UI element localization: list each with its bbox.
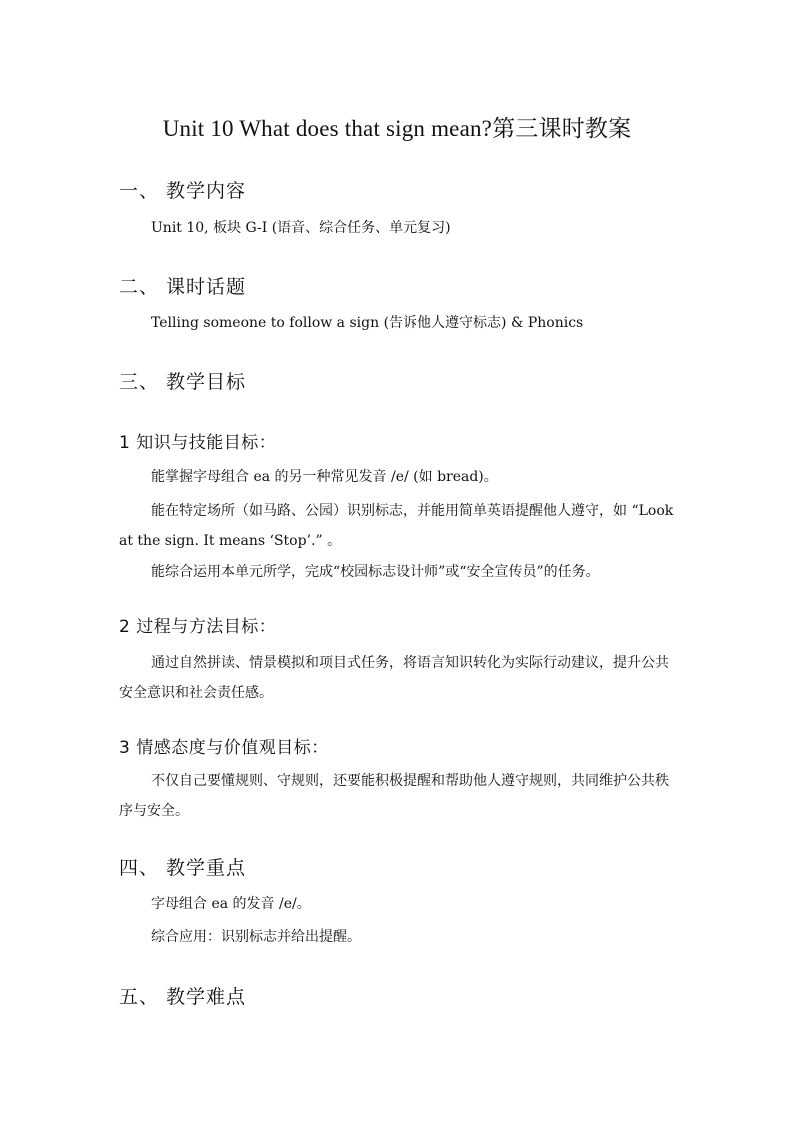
objective-heading-process: 2 过程与方法目标： <box>119 617 277 637</box>
objective-heading-knowledge: 1 知识与技能目标： <box>119 433 277 453</box>
document-title: Unit 10 What does that sign mean?第三课时教案 <box>162 116 632 141</box>
section-heading-topic: 二、 课时话题 <box>119 276 247 298</box>
section-text-content: Unit 10, 板块 G-I (语音、综合任务、单元复习) <box>151 220 451 236</box>
objective-line: 能综合运用本单元所学，完成“校园标志设计师”或“安全宣传员”的任务。 <box>151 564 600 580</box>
section-heading-content: 一、 教学内容 <box>119 180 247 202</box>
objective-line: 能掌握字母组合 ea 的另一种常见发音 /e/ (如 bread)。 <box>151 469 498 485</box>
key-point-line: 综合应用：识别标志并给出提醒。 <box>151 929 361 945</box>
objective-line: 不仅自己要懂规则、守规则，还要能积极提醒和帮助他人遵守规则，共同维护公共秩序与安全。 <box>119 773 669 819</box>
section-heading-difficulties: 五、 教学难点 <box>119 986 247 1008</box>
section-heading-objectives: 三、 教学目标 <box>119 371 247 393</box>
objective-line: 能在特定场所（如马路、公园）识别标志，并能用简单英语提醒他人遵守，如 “Look at the sign. It means ‘Stop’.” 。 <box>119 503 674 549</box>
objective-line: 通过自然拼读、情景模拟和项目式任务，将语言知识转化为实际行动建议，提升公共安全意识和社会责任感。 <box>119 655 669 701</box>
section-text-topic: Telling someone to follow a sign (告诉他人遵守标志) & Phonics <box>151 315 584 331</box>
section-heading-key-points: 四、 教学重点 <box>119 857 247 879</box>
key-point-line: 字母组合 ea 的发音 /e/。 <box>151 896 311 912</box>
objective-heading-values: 3 情感态度与价值观目标： <box>119 738 329 758</box>
